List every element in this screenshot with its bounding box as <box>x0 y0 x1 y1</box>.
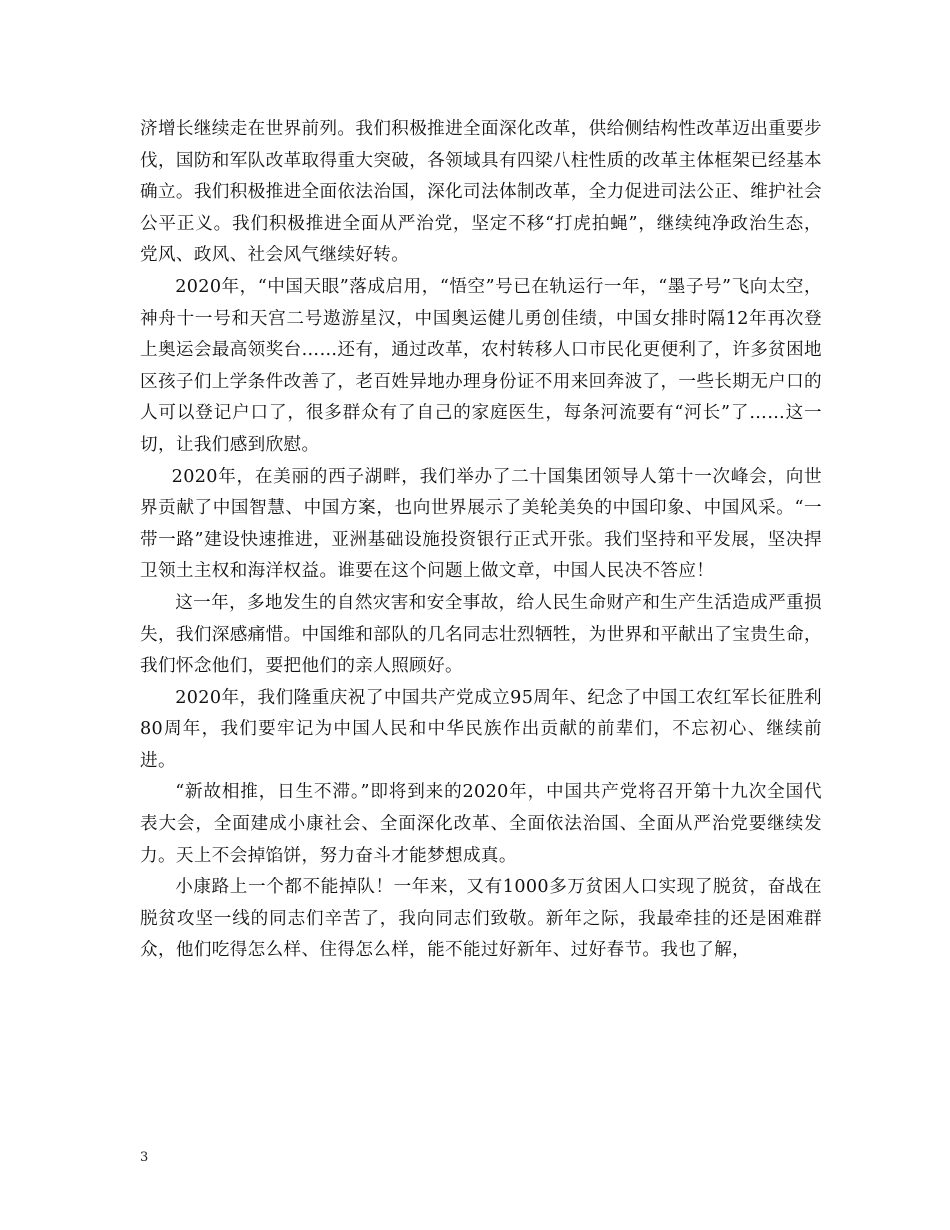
paragraph-4: 这一年，多地发生的自然灾害和安全事故，给人民生命财产和生产生活造成严重损失，我们深感痛惜。中国维和部队的几名同志壮烈牺牲，为世界和平献出了宝贵生命，我们怀念他们，要把他们的亲人照顾好。 <box>140 592 822 677</box>
paragraph-6: “新故相推，日生不滞。”即将到来的2020年，中国共产党将召开第十九次全国代表大会，全面建成小康社会、全面深化改革、全面依法治国、全面从严治党要继续发力。天上不会掉馅饼，努力奋斗才能梦想成真。 <box>140 782 822 866</box>
paragraph-2: 2020年，“中国天眼”落成启用，“悟空”号已在轨运行一年，“墨子号”飞向太空，神舟十一号和天宫二号遨游星汉，中国奥运健儿勇创佳绩，中国女排时隔12年再次登上奥运会最高领奖台……还有，通过改革，农村转移人口市民化更便利了，许多贫困地区孩子们上学条件改善了，老百姓异地办理身份证不用来回奔波了，一些长期无户口的人可以登记户口了，很多群众有了自己的家庭医生，每条河流要有“河长”了……这一切，让我们感到欣慰。 <box>140 276 822 455</box>
paragraph-7: 小康路上一个都不能掉队！一年来，又有1000多万贫困人口实现了脱贫，奋战在脱贫攻坚一线的同志们辛苦了，我向同志们致敬。新年之际，我最牵挂的还是困难群众，他们吃得怎么样、住得怎么样，能不能过好新年、过好春节。我也了解， <box>140 877 822 961</box>
paragraph-3: 2020年，在美丽的西子湖畔，我们举办了二十国集团领导人第十一次峰会，向世界贡献了中国智慧、中国方案，也向世界展示了美轮美奂的中国印象、中国风采。“一带一路”建设快速推进，亚洲基础设施投资银行正式开张。我们坚持和平发展，坚决捍卫领土主权和海洋权益。谁要在这个问题上做文章，中国人民决不答应！ <box>140 466 822 582</box>
paragraph-5: 2020年，我们隆重庆祝了中国共产党成立95周年、纪念了中国工农红军长征胜利80周年，我们要牢记为中国人民和中华民族作出贡献的前辈们，不忘初心、继续前进。 <box>140 687 822 771</box>
page-number: 3 <box>140 1150 149 1165</box>
document-body <box>140 114 822 967</box>
paragraph-1: 济增长继续走在世界前列。我们积极推进全面深化改革，供给侧结构性改革迈出重要步伐，国防和军队改革取得重大突破，各领域具有四梁八柱性质的改革主体框架已经基本确立。我们积极推进全面依法治国，深化司法体制改革，全力促进司法公正、维护社会公平正义。我们积极推进全面从严治党，坚定不移“打虎拍蝇”，继续纯净政治生态，党风、政风、社会风气继续好转。 <box>140 119 822 266</box>
